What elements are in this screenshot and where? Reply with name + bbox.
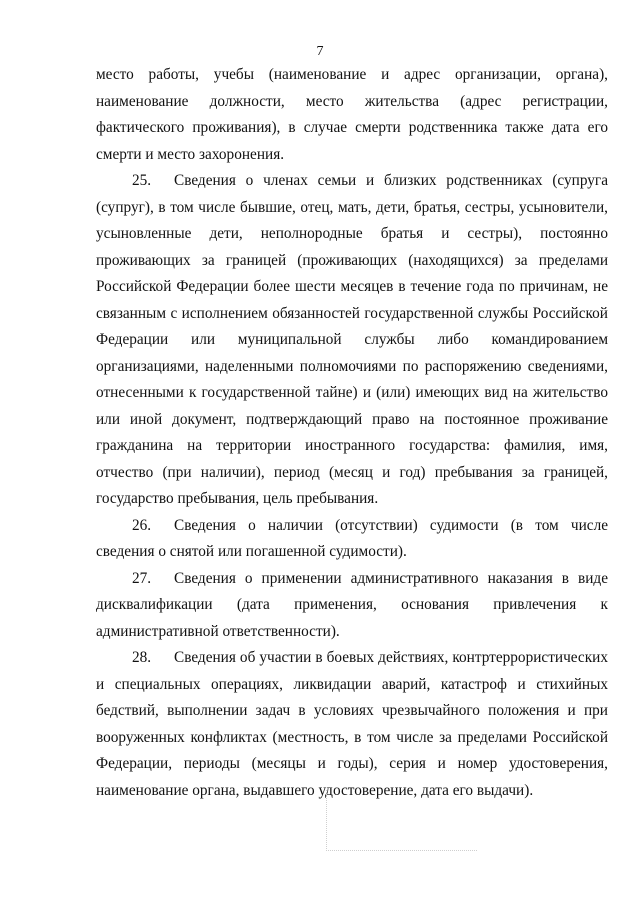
paragraph-number: 27. — [132, 569, 152, 587]
paragraph-28 — [96, 645, 608, 804]
scan-artifact — [326, 790, 477, 851]
paragraph-text: Сведения о членах семьи и близких родственниках (супруга (супруг), в том числе бывшие, отец, мать, дети, братья, сестры, усыновители, усыновленные дети, неполнородные братья и сестры), постоянно проживающих за границей (проживающих (находящихся) за пределами Российской Федерации более шести месяцев в течение года по причинам, не связанным с исполнением обязанностей государственной службы Российской Федерации или муниципальной службы либо командированием организациями, наделенными полномочиями по распоряжению сведениями, отнесенными к государственной тайне) и (или) имеющих вид на жительство или иной документ, подтверждающий право на постоянное проживание гражданина на территории иностранного государства: фамилия, имя, отчество (при наличии), период (месяц и год) пребывания за границей, государство пребывания, цель пребывания. — [96, 172, 608, 507]
paragraph-number: 28. — [132, 649, 152, 666]
page-number: 7 — [316, 44, 324, 59]
paragraph-continuation — [96, 62, 608, 168]
paragraph-25 — [96, 168, 608, 513]
document-body — [96, 62, 608, 804]
paragraph-text: Сведения о применении административного наказания в виде дисквалификации (дата применения, основания привлечения к административной ответственности). — [96, 569, 608, 640]
paragraph-number: 25. — [132, 172, 152, 189]
paragraph-text: место работы, учебы (наименование и адрес организации, органа), наименование должности, место жительства (адрес регистрации, фактического проживания), в случае смерти родственника также дата его смерти и место захоронения. — [96, 66, 608, 163]
paragraph-text: Сведения о наличии (отсутствии) судимости (в том числе сведения о снятой или погашенной судимости). — [96, 516, 608, 560]
paragraph-26 — [96, 513, 608, 566]
paragraph-text: Сведения об участии в боевых действиях, контртеррористических и специальных операциях, ликвидации аварий, катастроф и стихийных бедствий, выполнении задач в условиях чрезвычайного положения и при вооруженных конфликтах (местность, в том числе за пределами Российской Федерации, периоды (месяцы и годы), серия и номер удостоверения, наименование органа, выдавшего удостоверение, дата его выдачи). — [96, 649, 608, 799]
paragraph-number: 26. — [132, 516, 152, 534]
paragraph-27 — [96, 566, 608, 646]
